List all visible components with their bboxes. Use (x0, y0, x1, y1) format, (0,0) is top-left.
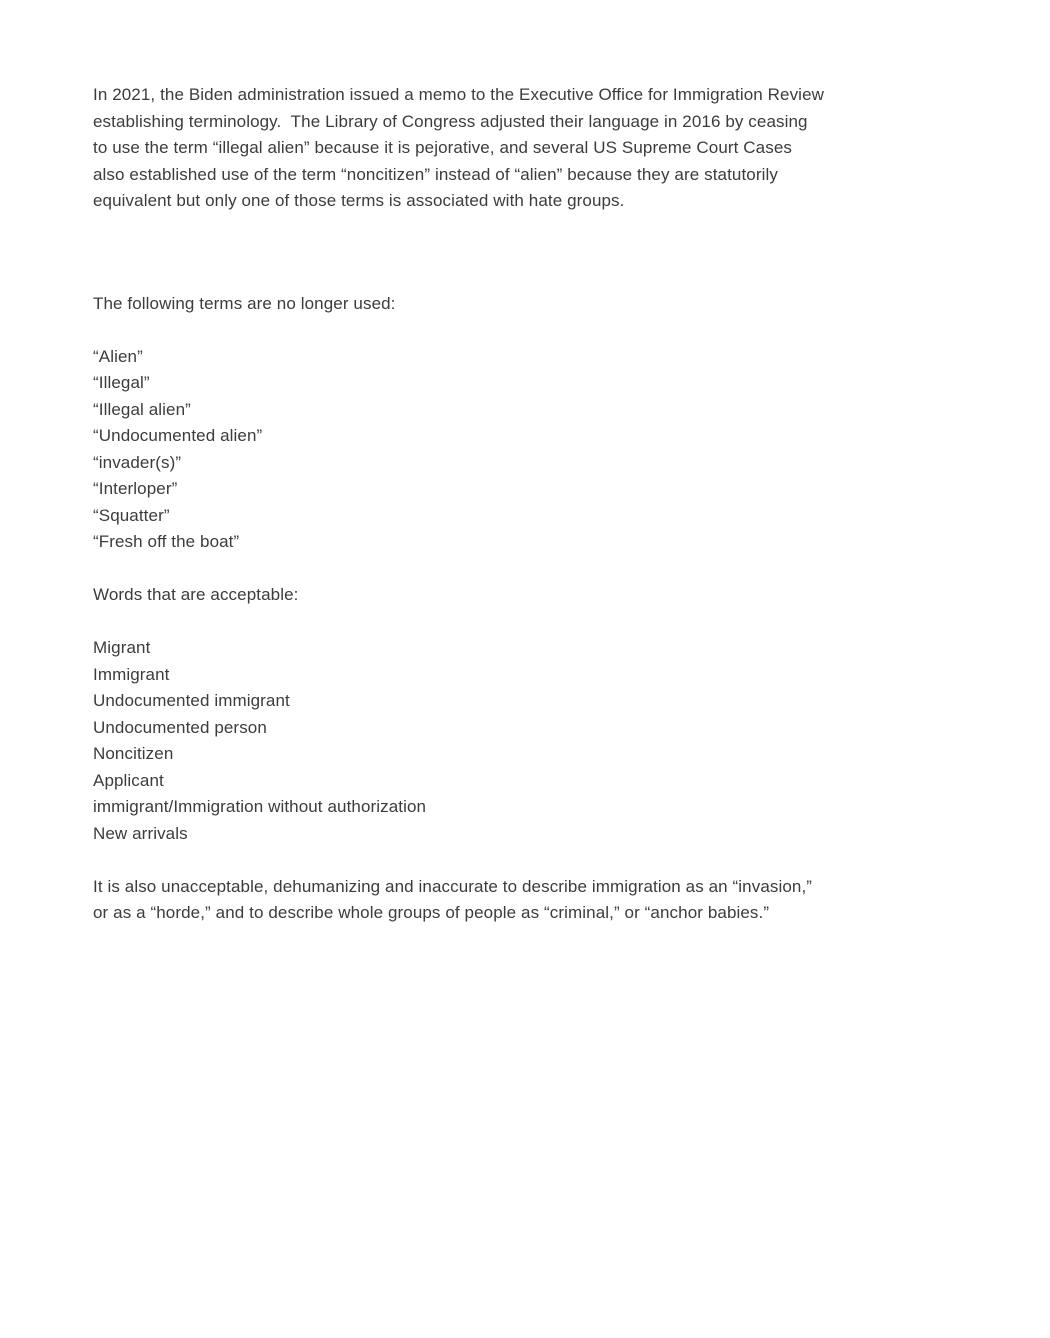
acceptable-words-list (93, 635, 953, 847)
document-body (93, 82, 953, 927)
text-line: immigrant/Immigration without authorization (93, 797, 427, 816)
text-line: Undocumented person (93, 717, 267, 737)
text-line: equivalent but only one of those terms is associated with hate groups. (93, 191, 625, 210)
text-line: In 2021, the Biden administration issued a memo to the Executive Office for Immigration Review (93, 85, 824, 104)
text-line: Undocumented immigrant (93, 691, 290, 710)
text-line: also established use of the term “noncitizen” instead of “alien” because they are statutorily (93, 164, 778, 184)
text-line: “invader(s)” (93, 452, 182, 472)
text-line: establishing terminology. The Library of Congress adjusted their language in 2016 by ceasing (93, 111, 808, 131)
text-line: to use the term “illegal alien” because it is pejorative, and several US Supreme Court Cases (93, 138, 792, 157)
closing-paragraph (93, 874, 953, 927)
text-line: Migrant (93, 638, 151, 657)
text-line: “Fresh off the boat” (93, 532, 240, 551)
text-line: “Illegal” (93, 373, 150, 392)
text-line: “Interloper” (93, 479, 178, 498)
unused-terms-list (93, 344, 953, 556)
text-line: or as a “horde,” and to describe whole groups of people as “criminal,” or “anchor babies.” (93, 903, 770, 922)
text-line: Applicant (93, 770, 164, 790)
text-line: It is also unacceptable, dehumanizing and inaccurate to describe immigration as an “invasion,” (93, 876, 813, 896)
text-line: “Undocumented alien” (93, 426, 263, 445)
acceptable-words-heading: Words that are acceptable: (93, 585, 299, 604)
text-line: “Squatter” (93, 505, 170, 525)
intro-paragraph (93, 82, 953, 215)
text-line: New arrivals (93, 823, 188, 843)
text-line: Noncitizen (93, 744, 174, 763)
text-line: “Alien” (93, 346, 143, 366)
unused-terms-heading: The following terms are no longer used: (93, 293, 396, 313)
text-line: “Illegal alien” (93, 399, 191, 419)
text-line: Immigrant (93, 664, 170, 684)
